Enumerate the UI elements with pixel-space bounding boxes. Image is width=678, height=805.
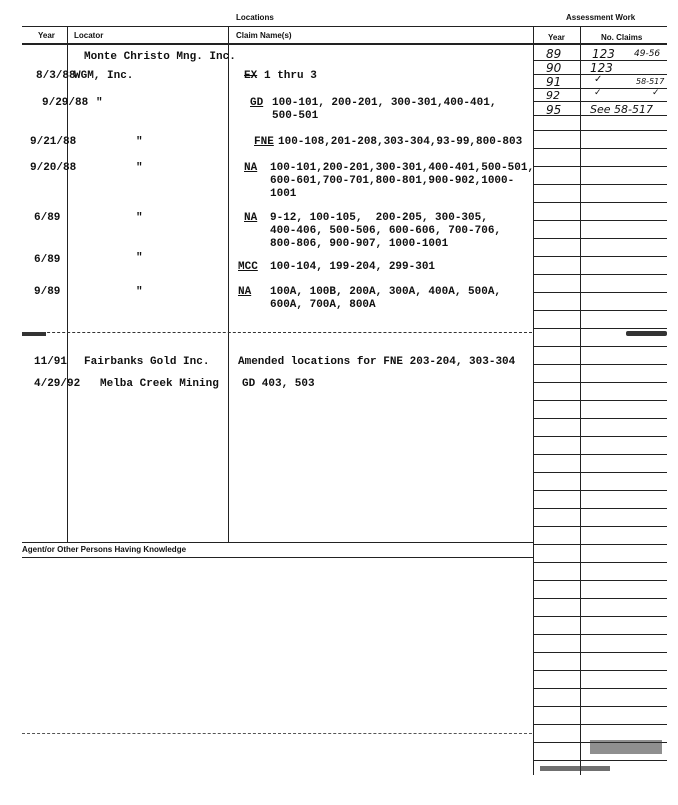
agent-dashed-line xyxy=(22,733,532,734)
record-year: 4/29/92 xyxy=(34,378,81,390)
aw-row-line xyxy=(534,544,667,545)
column-header-aw-claims: No. Claims xyxy=(601,33,643,42)
aw-row-line xyxy=(534,400,667,401)
aw-note: 58-517 xyxy=(636,77,665,86)
record-claims xyxy=(238,286,501,312)
aw-note: ✓ xyxy=(652,88,660,98)
aw-row-line xyxy=(534,274,667,275)
aw-year: 90 xyxy=(546,61,562,75)
claim-type-code: EX xyxy=(244,70,258,82)
assessment-work-title: Assessment Work xyxy=(566,13,636,22)
aw-claims: ✓ xyxy=(594,74,603,85)
aw-claims: 123 xyxy=(592,47,615,61)
claim-numbers: 9-12, 100-105, 200-205, 300-305, 400-406, 500-506, 600-606, 700-706, 800-806, 900-907, 1000-1001 xyxy=(270,212,502,250)
claim-numbers: 100-108,201-208,303-304,93-99,800-803 xyxy=(278,136,523,148)
separator-mark-right xyxy=(626,331,667,336)
top-rule xyxy=(22,26,667,27)
aw-row-line xyxy=(534,760,667,761)
aw-row-line xyxy=(534,634,667,635)
record-year: 9/20/88 xyxy=(30,162,77,174)
scan-smudge xyxy=(540,766,610,771)
aw-year: 91 xyxy=(546,75,562,89)
aw-row-line xyxy=(534,364,667,365)
claim-numbers: 100-101,200-201,300-301,400-401,500-501, 600-601,700-701,800-801,900-902,1000- 1001 xyxy=(270,162,535,200)
aw-claims: See 58-517 xyxy=(590,103,653,116)
claim-numbers: 1 thru 3 xyxy=(264,70,317,82)
claim-type-code: NA xyxy=(244,162,258,174)
record-claims xyxy=(244,162,534,201)
record-locator: " xyxy=(136,136,143,148)
aw-row-line xyxy=(534,238,667,239)
aw-row-line xyxy=(534,454,667,455)
record-locator: " xyxy=(136,252,143,264)
aw-row-line xyxy=(534,706,667,707)
aw-row-line xyxy=(534,346,667,347)
aw-row-line xyxy=(534,580,667,581)
record-year: 6/89 xyxy=(34,254,61,266)
record-locator: Fairbanks Gold Inc. xyxy=(84,356,210,368)
claim-type-code: FNE xyxy=(254,136,274,148)
aw-row-line xyxy=(534,166,667,167)
divider-locator-claims xyxy=(228,27,229,542)
claim-type-code: GD xyxy=(250,97,264,109)
aw-row-line xyxy=(534,562,667,563)
aw-row-line xyxy=(534,652,667,653)
record-year: 9/29/88 xyxy=(42,97,89,109)
record-year: 9/21/88 xyxy=(30,136,77,148)
record-locator: Monte Christo Mng. Inc. xyxy=(84,51,236,63)
aw-year: 89 xyxy=(546,47,562,61)
aw-row-line xyxy=(534,220,667,221)
aw-row-line xyxy=(534,724,667,725)
record-year: 6/89 xyxy=(34,212,61,224)
locations-title: Locations xyxy=(236,13,274,22)
aw-row-line xyxy=(534,490,667,491)
aw-row-line xyxy=(534,598,667,599)
record-claims: GD 403, 503 xyxy=(242,378,315,390)
record-year: 11/91 xyxy=(34,356,68,368)
aw-row-line xyxy=(534,310,667,311)
aw-row-line xyxy=(534,256,667,257)
record-claims xyxy=(238,261,435,273)
column-header-locator: Locator xyxy=(74,31,104,40)
record-locator: " xyxy=(136,286,143,298)
agent-section-rule xyxy=(22,557,534,558)
aw-row-line xyxy=(534,130,667,131)
divider-claims-assessment xyxy=(533,27,534,775)
record-year: 9/89 xyxy=(34,286,61,298)
claim-numbers: 100-101, 200-201, 300-301,400-401, 500-501 xyxy=(272,97,497,122)
aw-claims: 123 xyxy=(590,61,613,75)
record-claims xyxy=(244,70,317,82)
column-header-year: Year xyxy=(38,31,55,40)
scan-smudge xyxy=(590,740,662,754)
record-claims xyxy=(244,212,501,251)
aw-year: 92 xyxy=(546,89,560,102)
claim-type-code: NA xyxy=(244,212,258,224)
aw-row-line xyxy=(534,526,667,527)
aw-row-line xyxy=(534,418,667,419)
aw-row-line xyxy=(534,616,667,617)
record-claims xyxy=(250,97,496,123)
record-locator: WGM, Inc. xyxy=(74,70,134,82)
aw-claims: ✓ xyxy=(594,88,602,98)
aw-row-line xyxy=(534,472,667,473)
record-locator: Melba Creek Mining xyxy=(100,378,219,390)
separator-mark-left xyxy=(22,332,46,336)
aw-row-line xyxy=(534,382,667,383)
claim-type-code: NA xyxy=(238,286,252,298)
aw-row-line xyxy=(534,292,667,293)
header-bottom-rule xyxy=(22,43,667,45)
record-claims xyxy=(254,136,522,148)
claim-type-code: MCC xyxy=(238,261,258,273)
aw-row-line xyxy=(534,436,667,437)
aw-row-line xyxy=(534,688,667,689)
claim-numbers: 100A, 100B, 200A, 300A, 400A, 500A, 600A, 700A, 800A xyxy=(270,286,502,311)
column-header-aw-year: Year xyxy=(548,33,565,42)
record-claims: Amended locations for FNE 203-204, 303-304 xyxy=(238,356,516,368)
aw-row-line xyxy=(534,328,667,329)
aw-note: 49-56 xyxy=(634,49,661,59)
agent-section-top-rule xyxy=(22,542,534,543)
claim-numbers: 100-104, 199-204, 299-301 xyxy=(270,261,436,273)
aw-row-line xyxy=(534,184,667,185)
aw-row-line xyxy=(534,202,667,203)
divider-aw-year-claims xyxy=(580,27,581,775)
aw-year: 95 xyxy=(546,103,562,117)
record-locator: " xyxy=(136,162,143,174)
record-locator: " xyxy=(96,97,103,109)
section-separator xyxy=(22,332,532,333)
agent-section-label: Agent/or Other Persons Having Knowledge xyxy=(22,545,187,554)
record-locator: " xyxy=(136,212,143,224)
aw-row-line xyxy=(534,148,667,149)
column-header-claim-names: Claim Name(s) xyxy=(236,31,292,40)
aw-row-line xyxy=(534,670,667,671)
record-year: 8/3/88 xyxy=(36,70,76,82)
aw-row-line xyxy=(534,508,667,509)
